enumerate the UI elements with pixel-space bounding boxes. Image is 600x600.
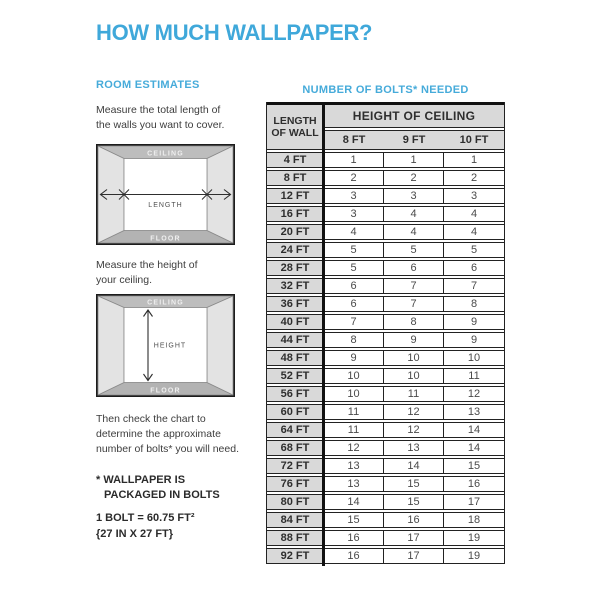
bolt-count-cell: 8 [324, 332, 384, 348]
table-column-divider [322, 102, 325, 566]
room-height-diagram [96, 294, 235, 397]
bolts-table-heading: NUMBER OF BOLTS* NEEDED [302, 84, 469, 96]
bolt-count-cell: 14 [384, 458, 444, 474]
bolt-count-cell: 10 [324, 386, 384, 402]
bolt-count-cell: 17 [444, 494, 505, 510]
bolt-count-cell: 2 [444, 170, 505, 186]
bolt-count-cell: 8 [444, 296, 505, 312]
row-label-80-ft: 80 FT [266, 494, 324, 510]
bolt-count-cell: 11 [324, 404, 384, 420]
instruction-line: Measure the height of [96, 259, 198, 271]
table-row [266, 224, 505, 240]
row-label-48-ft: 48 FT [266, 350, 324, 366]
col-header-9ft: 9 FT [384, 130, 444, 150]
table-right-border [504, 102, 505, 564]
instruction-line: Then check the chart to [96, 413, 206, 425]
bolt-count-cell: 14 [324, 494, 384, 510]
table-row [266, 152, 505, 168]
bolt-count-cell: 3 [324, 188, 384, 204]
row-label-76-ft: 76 FT [266, 476, 324, 492]
bolt-count-cell: 16 [444, 476, 505, 492]
table-left-border [266, 102, 267, 564]
instruction-line: your ceiling. [96, 274, 153, 286]
bolt-count-cell: 9 [444, 332, 505, 348]
bolt-count-cell: 5 [384, 242, 444, 258]
floor-label: FLOOR [150, 387, 181, 395]
bolt-count-cell: 12 [444, 386, 505, 402]
bolt-size-line: {27 IN X 27 FT} [96, 528, 174, 540]
instruction-line: number of bolts* you will need. [96, 443, 239, 455]
table-row [266, 368, 505, 384]
header-row-1 [266, 104, 505, 128]
bolt-count-cell: 14 [444, 422, 505, 438]
bolt-count-cell: 16 [384, 512, 444, 528]
header-line: LENGTH [273, 115, 317, 127]
right-wall [207, 296, 233, 395]
instruction-line: Measure the total length of [96, 104, 221, 116]
table-row [266, 296, 505, 312]
bolt-count-cell: 14 [444, 440, 505, 456]
table-row [266, 458, 505, 474]
bolt-count-cell: 1 [324, 152, 384, 168]
row-label-72-ft: 72 FT [266, 458, 324, 474]
table-row [266, 440, 505, 456]
bolt-count-cell: 7 [384, 278, 444, 294]
bolt-count-cell: 6 [324, 278, 384, 294]
table-row [266, 314, 505, 330]
height-of-ceiling-header: HEIGHT OF CEILING [324, 104, 505, 128]
instruction-line: the walls you want to cover. [96, 119, 225, 131]
bolt-count-cell: 15 [444, 458, 505, 474]
row-label-24-ft: 24 FT [266, 242, 324, 258]
bolt-count-cell: 3 [384, 188, 444, 204]
row-label-4-ft: 4 FT [266, 152, 324, 168]
table-row [266, 476, 505, 492]
bolt-count-cell: 1 [444, 152, 505, 168]
bolt-count-cell: 6 [384, 260, 444, 276]
footnote-line: * WALLPAPER IS [96, 474, 186, 486]
bolt-count-cell: 5 [444, 242, 505, 258]
table-row [266, 512, 505, 528]
bolt-count-cell: 15 [384, 494, 444, 510]
bolt-count-cell: 11 [324, 422, 384, 438]
table-top-border [266, 102, 505, 105]
bolt-count-cell: 4 [444, 206, 505, 222]
bolt-count-cell: 13 [324, 458, 384, 474]
bolts-table-wrap [266, 102, 505, 566]
footnote-line: PACKAGED IN BOLTS [104, 489, 220, 501]
bolt-count-cell: 17 [384, 530, 444, 546]
table-row [266, 278, 505, 294]
bolt-count-cell: 3 [324, 206, 384, 222]
col-header-8ft: 8 FT [324, 130, 384, 150]
bolt-count-cell: 1 [384, 152, 444, 168]
bolt-count-cell: 6 [324, 296, 384, 312]
page-title: HOW MUCH WALLPAPER? [96, 20, 373, 45]
length-label: LENGTH [148, 202, 183, 209]
bolt-count-cell: 4 [384, 206, 444, 222]
table-row [266, 260, 505, 276]
bolt-count-cell: 5 [324, 242, 384, 258]
row-label-68-ft: 68 FT [266, 440, 324, 456]
row-label-36-ft: 36 FT [266, 296, 324, 312]
header-line: OF WALL [271, 127, 319, 139]
bolts-table [266, 102, 505, 566]
left-wall [98, 296, 124, 395]
ceiling-label: CEILING [147, 299, 184, 307]
bolt-count-cell: 4 [444, 224, 505, 240]
height-label: HEIGHT [153, 342, 187, 350]
bolt-count-cell: 19 [444, 530, 505, 546]
room-estimates-heading: ROOM ESTIMATES [96, 79, 200, 91]
bolt-count-cell: 6 [444, 260, 505, 276]
table-row [266, 548, 505, 564]
wallpaper-packaging-footnote [96, 473, 220, 503]
row-label-16-ft: 16 FT [266, 206, 324, 222]
bolt-count-cell: 10 [324, 368, 384, 384]
bolt-count-cell: 12 [384, 404, 444, 420]
floor-label: FLOOR [150, 235, 181, 243]
row-label-84-ft: 84 FT [266, 512, 324, 528]
bolt-count-cell: 7 [324, 314, 384, 330]
bolt-size-info [96, 510, 195, 542]
table-row [266, 350, 505, 366]
instruction-line: determine the approximate [96, 428, 221, 440]
bolt-count-cell: 13 [444, 404, 505, 420]
bolt-count-cell: 13 [384, 440, 444, 456]
instruction-check-chart [96, 412, 239, 457]
table-row [266, 386, 505, 402]
bolt-count-cell: 4 [384, 224, 444, 240]
length-of-wall-header [266, 104, 324, 150]
col-header-10ft: 10 FT [444, 130, 505, 150]
bolt-count-cell: 10 [444, 350, 505, 366]
bolt-count-cell: 7 [444, 278, 505, 294]
row-label-52-ft: 52 FT [266, 368, 324, 384]
instruction-measure-length [96, 103, 224, 133]
table-row [266, 422, 505, 438]
bolt-size-line: 1 BOLT = 60.75 FT² [96, 512, 195, 524]
bolt-count-cell: 18 [444, 512, 505, 528]
table-row [266, 206, 505, 222]
row-label-64-ft: 64 FT [266, 422, 324, 438]
bolt-count-cell: 9 [384, 332, 444, 348]
room-length-diagram [96, 144, 235, 245]
row-label-44-ft: 44 FT [266, 332, 324, 348]
table-row [266, 530, 505, 546]
bolt-count-cell: 2 [324, 170, 384, 186]
instruction-measure-height [96, 258, 198, 288]
row-label-8-ft: 8 FT [266, 170, 324, 186]
bolt-count-cell: 13 [324, 476, 384, 492]
bolt-count-cell: 15 [384, 476, 444, 492]
bolt-count-cell: 11 [384, 386, 444, 402]
table-row [266, 494, 505, 510]
row-label-56-ft: 56 FT [266, 386, 324, 402]
bolt-count-cell: 7 [384, 296, 444, 312]
bolt-count-cell: 9 [444, 314, 505, 330]
row-label-12-ft: 12 FT [266, 188, 324, 204]
bolts-table-body [266, 152, 505, 564]
table-row [266, 170, 505, 186]
bolt-count-cell: 17 [384, 548, 444, 564]
bolt-count-cell: 16 [324, 548, 384, 564]
bolt-count-cell: 3 [444, 188, 505, 204]
row-label-28-ft: 28 FT [266, 260, 324, 276]
ceiling-label: CEILING [147, 150, 184, 158]
row-label-88-ft: 88 FT [266, 530, 324, 546]
table-row [266, 332, 505, 348]
bolt-count-cell: 12 [384, 422, 444, 438]
bolt-count-cell: 5 [324, 260, 384, 276]
row-label-40-ft: 40 FT [266, 314, 324, 330]
bolt-count-cell: 15 [324, 512, 384, 528]
bolt-count-cell: 10 [384, 368, 444, 384]
bolt-count-cell: 10 [384, 350, 444, 366]
bolt-count-cell: 8 [384, 314, 444, 330]
row-label-32-ft: 32 FT [266, 278, 324, 294]
row-label-60-ft: 60 FT [266, 404, 324, 420]
bolt-count-cell: 4 [324, 224, 384, 240]
bolt-count-cell: 12 [324, 440, 384, 456]
bolt-count-cell: 16 [324, 530, 384, 546]
table-row [266, 404, 505, 420]
bolt-count-cell: 2 [384, 170, 444, 186]
table-row [266, 188, 505, 204]
bolt-count-cell: 11 [444, 368, 505, 384]
row-label-92-ft: 92 FT [266, 548, 324, 564]
row-label-20-ft: 20 FT [266, 224, 324, 240]
table-row [266, 242, 505, 258]
bolt-count-cell: 19 [444, 548, 505, 564]
bolt-count-cell: 9 [324, 350, 384, 366]
